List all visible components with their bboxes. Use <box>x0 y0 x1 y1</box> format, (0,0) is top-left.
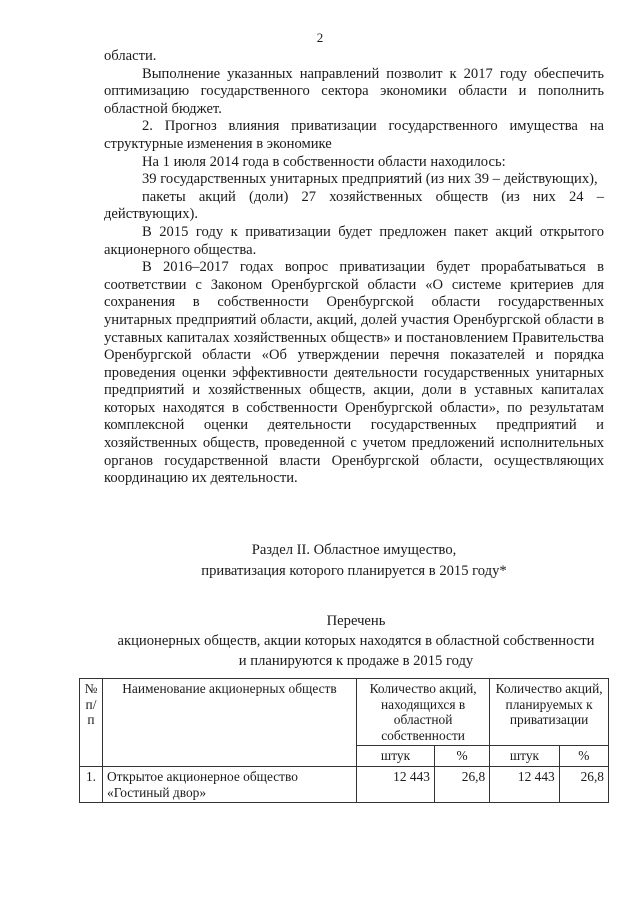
paragraph-forecast-heading: 2. Прогноз влияния приватизации государственного имущества на структурные изменения в экономике <box>104 118 604 152</box>
subheader-planned-percent: % <box>559 746 608 767</box>
row-planned-percent: 26,8 <box>559 767 608 803</box>
header-owned-shares: Количество акций, находящихся в областной собственности <box>357 679 490 746</box>
list-title <box>96 611 616 671</box>
row-owned-percent: 26,8 <box>434 767 489 803</box>
header-planned-shares: Количество акций, планируемых к приватизации <box>490 679 609 746</box>
body-text <box>104 48 604 488</box>
paragraph-directions: Выполнение указанных направлений позволит к 2017 году обеспечить оптимизацию государственного сектора экономики области и пополнить областной бюджет. <box>104 65 604 117</box>
row-planned-shares: 12 443 <box>490 767 560 803</box>
subheader-owned-percent: % <box>434 746 489 767</box>
paragraph-unitary-enterprises: 39 государственных унитарных предприятий (из них 39 – действующих), <box>142 171 598 188</box>
list-title-line-3: и планируются к продаже в 2015 году <box>238 653 474 669</box>
page-number: 2 <box>316 30 324 45</box>
paragraph-share-packages: пакеты акций (доли) 27 хозяйственных обществ (из них 24 – действующих). <box>104 188 604 223</box>
section-heading <box>104 540 604 582</box>
header-number: № п/п <box>80 679 103 767</box>
section-heading-line-1: Раздел II. Областное имущество, <box>251 542 457 558</box>
section-heading-line-2: приватизация которого планируется в 2015 году* <box>201 563 507 579</box>
header-company-name: Наименование акционерных обществ <box>103 679 357 767</box>
row-number: 1. <box>80 767 103 803</box>
subheader-owned-count: штук <box>357 746 435 767</box>
list-title-line-2: акционерных обществ, акции которых находятся в областной собственности <box>117 633 595 649</box>
row-owned-shares: 12 443 <box>357 767 435 803</box>
paragraph-as-of-date: На 1 июля 2014 года в собственности области находилось: <box>142 153 506 170</box>
subheader-planned-count: штук <box>490 746 560 767</box>
paragraph-2016-2017: В 2016–2017 годах вопрос приватизации будет прорабатываться в соответствии с Законом Оренбургской области «О системе критериев для сохранения в собственности Оренбургской области государственных унитарных предприятий области, акций, долей участия Оренбургской области в уставных капиталах хозяйственных обществ» и постановлением Правительства Оренбургской области «Об утверждении перечня показателей и порядка проведения оценки эффективности деятельности государственных унитарных предприятий и хозяйственных обществ, акции, доли в уставных капиталах которых находятся в собственности Оренбургской области», по результатам комплексной оценки деятельности государственных предприятий и хозяйственных обществ, проведенной с учетом предложений исполнительных органов государственной власти Оренбургской области, осуществляющих координацию их деятельности. <box>104 259 604 487</box>
table-row <box>80 767 609 803</box>
list-title-line-1: Перечень <box>326 613 386 629</box>
paragraph-2015-privatization: В 2015 году к приватизации будет предложен пакет акций открытого акционерного общества. <box>104 223 604 258</box>
row-company-name: Открытое акционерное общество «Гостиный двор» <box>103 767 357 803</box>
paragraph-continuation: области. <box>104 48 157 64</box>
table-header-row <box>80 679 609 746</box>
companies-table <box>79 678 609 803</box>
